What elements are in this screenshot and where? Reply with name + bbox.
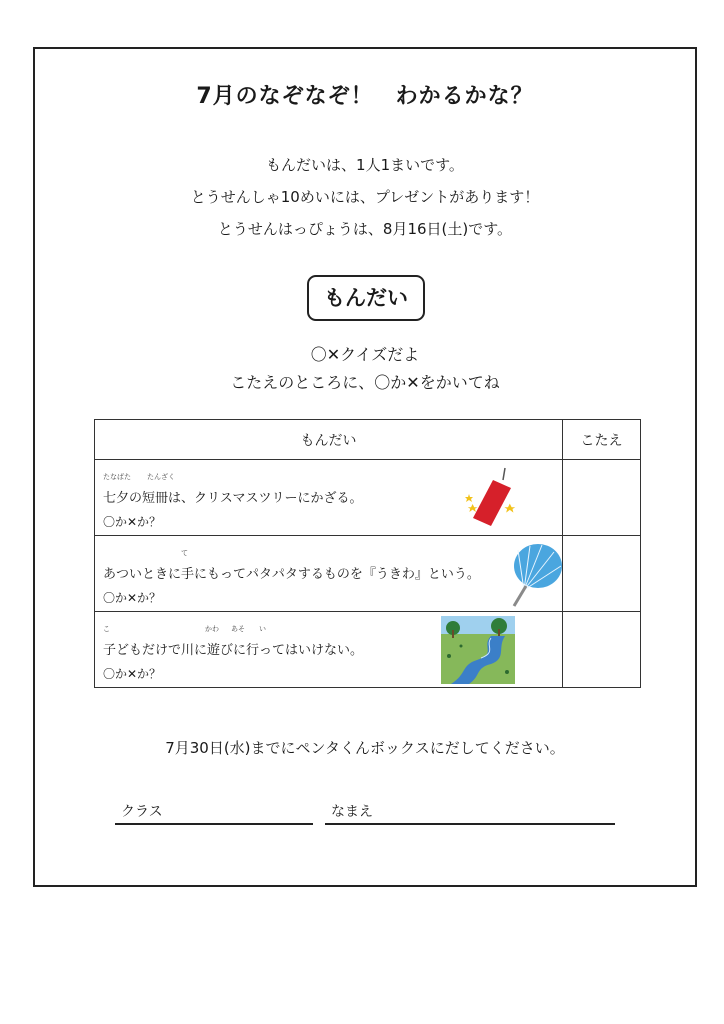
title-part1: 7月のなぞなぞ！ bbox=[196, 84, 374, 109]
question-text-2: あついときに手にもってパタパタするものを『うきわ』という。 bbox=[103, 567, 480, 582]
answer-cell-3[interactable] bbox=[563, 612, 641, 688]
tanzaku-icon bbox=[463, 464, 531, 532]
intro-line-2: とうせんしゃ10めいには、プレゼントがあります！ bbox=[190, 188, 540, 206]
answer-cell-1[interactable] bbox=[563, 460, 641, 536]
page-title bbox=[35, 79, 695, 110]
question-cell-1 bbox=[95, 460, 563, 536]
ruby-tanabata: たなばた bbox=[103, 473, 131, 481]
question-cell-3 bbox=[95, 612, 563, 688]
ruby-i: い bbox=[259, 625, 266, 633]
ruby-kawa: かわ bbox=[205, 625, 219, 633]
ruby-ko: こ bbox=[103, 625, 110, 633]
instructions-line-2: こたえのところに、〇か✕をかいてね bbox=[230, 373, 500, 392]
table-row bbox=[95, 460, 641, 536]
quiz-table bbox=[94, 419, 641, 688]
instructions-line-1: 〇✕クイズだよ bbox=[310, 345, 420, 364]
choice-prompt-2: 〇か✕か？ bbox=[103, 591, 162, 605]
intro-line-1: もんだいは、1人1まいです。 bbox=[266, 156, 464, 174]
ruby-tanzaku: たんざく bbox=[147, 473, 175, 481]
table-row bbox=[95, 612, 641, 688]
deadline-note: 7月30日(水)までにペンタくんボックスにだしてください。 bbox=[165, 739, 565, 757]
title-part2: わかるかな？ bbox=[395, 84, 534, 109]
instructions bbox=[35, 341, 695, 397]
class-label: クラス bbox=[121, 804, 163, 820]
question-text-1: 七夕の短冊は、クリスマスツリーにかざる。 bbox=[103, 491, 363, 506]
name-label: なまえ bbox=[331, 804, 373, 820]
header-question: もんだい bbox=[95, 420, 563, 460]
ruby-aso: あそ bbox=[231, 625, 245, 633]
question-heading: もんだい bbox=[307, 275, 425, 321]
answer-cell-2[interactable] bbox=[563, 536, 641, 612]
class-field[interactable] bbox=[115, 801, 313, 825]
table-row bbox=[95, 536, 641, 612]
intro-line-3: とうせんはっぴょうは、8月16日(土)です。 bbox=[217, 220, 513, 238]
question-cell-2 bbox=[95, 536, 563, 612]
uchiwa-fan-icon bbox=[508, 540, 564, 608]
river-icon bbox=[441, 616, 515, 684]
name-field[interactable] bbox=[325, 801, 615, 825]
table-header-row bbox=[95, 420, 641, 460]
header-answer: こたえ bbox=[563, 420, 641, 460]
choice-prompt-3: 〇か✕か？ bbox=[103, 667, 162, 681]
intro-text bbox=[35, 149, 695, 245]
question-text-3: 子どもだけで川に遊びに行ってはいけない。 bbox=[103, 643, 364, 658]
quiz-sheet bbox=[33, 47, 697, 887]
ruby-te: て bbox=[181, 549, 188, 557]
choice-prompt-1: 〇か✕か？ bbox=[103, 515, 162, 529]
